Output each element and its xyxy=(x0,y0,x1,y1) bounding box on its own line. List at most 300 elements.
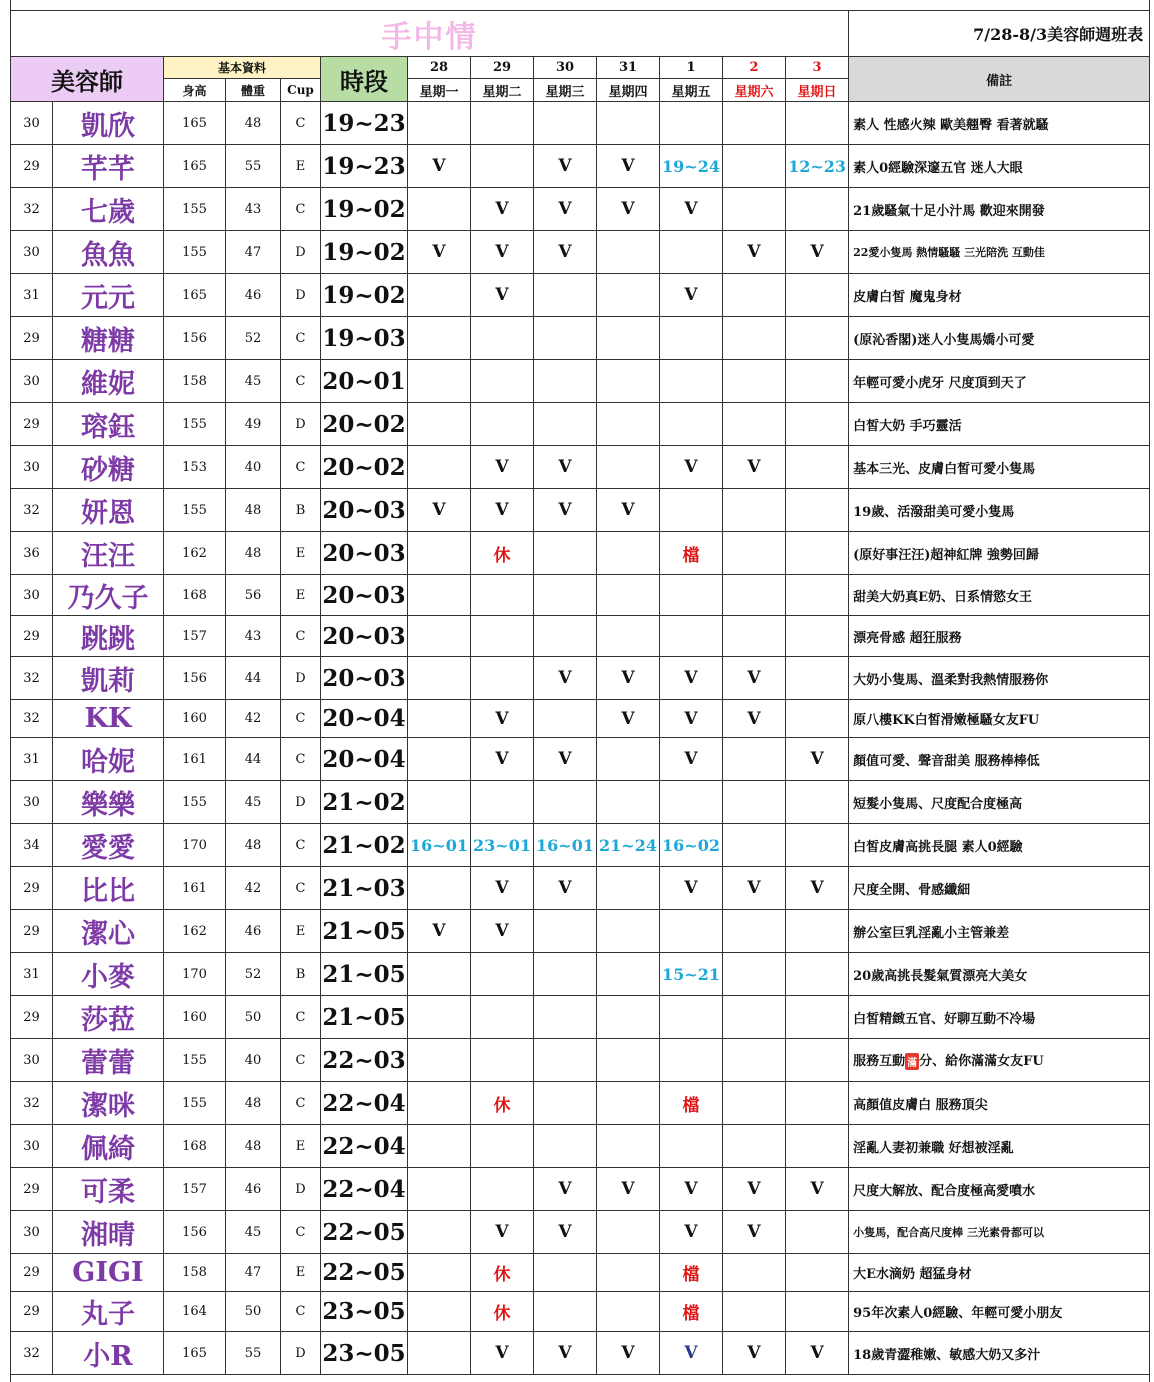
header-name: 美容師 xyxy=(11,57,164,102)
day-cell xyxy=(660,575,723,616)
day-cell: V xyxy=(471,910,534,953)
day-cell xyxy=(723,188,786,231)
header-weight: 體重 xyxy=(226,79,281,102)
day-cell: V xyxy=(534,867,597,910)
time-slot: 21~05 xyxy=(321,996,408,1039)
cup-cell: E xyxy=(281,575,321,616)
day-cell: V xyxy=(408,231,471,274)
age-cell: 30 xyxy=(11,1211,53,1254)
age-cell: 29 xyxy=(11,1292,53,1332)
staff-row xyxy=(11,274,1150,317)
weight-cell: 47 xyxy=(226,1254,281,1292)
day-cell xyxy=(408,867,471,910)
staff-row xyxy=(11,996,1150,1039)
staff-name: 潔心 xyxy=(53,910,164,953)
day-cell: V xyxy=(723,867,786,910)
height-cell: 155 xyxy=(164,403,226,446)
age-cell: 32 xyxy=(11,489,53,532)
day-cell: V xyxy=(597,145,660,188)
day-cell xyxy=(471,781,534,824)
day-cell xyxy=(471,1125,534,1168)
day-cell: V xyxy=(660,657,723,700)
previous-row-edge xyxy=(10,0,1150,10)
header-cup: Cup xyxy=(281,79,321,102)
day-cell xyxy=(786,953,849,996)
day-cell: V xyxy=(723,1168,786,1211)
day-cell xyxy=(471,102,534,145)
day-cell xyxy=(597,403,660,446)
day-cell: V xyxy=(597,657,660,700)
cup-cell: E xyxy=(281,532,321,575)
age-cell: 30 xyxy=(11,781,53,824)
age-cell: 29 xyxy=(11,867,53,910)
staff-row xyxy=(11,446,1150,489)
cup-cell: E xyxy=(281,145,321,188)
cup-cell: C xyxy=(281,996,321,1039)
height-cell: 158 xyxy=(164,1254,226,1292)
header-basic-info: 基本資料 xyxy=(164,57,321,79)
day-cell xyxy=(786,403,849,446)
cup-cell: C xyxy=(281,1292,321,1332)
weight-cell: 45 xyxy=(226,360,281,403)
day-cell: V xyxy=(408,910,471,953)
day-cell xyxy=(660,616,723,657)
weight-cell: 40 xyxy=(226,1039,281,1082)
day-cell xyxy=(534,317,597,360)
staff-name: 跳跳 xyxy=(53,616,164,657)
day-cell: V xyxy=(471,446,534,489)
day-cell xyxy=(723,996,786,1039)
day-cell: V xyxy=(471,1332,534,1375)
remarks-cell: 淫亂人妻初兼職 好想被淫亂 xyxy=(849,1125,1150,1168)
remarks-cell: 尺度大解放、配合度極高愛噴水 xyxy=(849,1168,1150,1211)
day-cell: 休 xyxy=(471,1082,534,1125)
time-slot: 19~02 xyxy=(321,274,408,317)
day-cell: V xyxy=(786,867,849,910)
time-slot: 21~05 xyxy=(321,953,408,996)
day-cell xyxy=(534,781,597,824)
day-cell: V xyxy=(660,738,723,781)
day-cell xyxy=(534,532,597,575)
staff-row xyxy=(11,575,1150,616)
height-cell: 164 xyxy=(164,1292,226,1332)
age-cell: 31 xyxy=(11,274,53,317)
cup-cell: C xyxy=(281,1211,321,1254)
cup-cell: B xyxy=(281,489,321,532)
day-cell xyxy=(597,1082,660,1125)
header-date: 31 xyxy=(597,57,660,79)
day-cell xyxy=(723,489,786,532)
day-cell: 19~24 xyxy=(660,145,723,188)
day-cell: V xyxy=(660,1168,723,1211)
staff-name: 砂糖 xyxy=(53,446,164,489)
height-cell: 156 xyxy=(164,657,226,700)
staff-row xyxy=(11,145,1150,188)
day-cell xyxy=(597,1039,660,1082)
staff-name: 潔咪 xyxy=(53,1082,164,1125)
day-cell xyxy=(471,145,534,188)
height-cell: 170 xyxy=(164,953,226,996)
staff-row xyxy=(11,1292,1150,1332)
day-cell xyxy=(786,1292,849,1332)
day-cell xyxy=(408,1082,471,1125)
staff-row xyxy=(11,102,1150,145)
day-cell: 休 xyxy=(471,1254,534,1292)
weight-cell: 50 xyxy=(226,1292,281,1332)
cup-cell: C xyxy=(281,867,321,910)
header-date: 2 xyxy=(723,57,786,79)
height-cell: 165 xyxy=(164,145,226,188)
height-cell: 155 xyxy=(164,489,226,532)
staff-name: 瑢鈺 xyxy=(53,403,164,446)
weight-cell: 55 xyxy=(226,145,281,188)
day-cell: V xyxy=(534,145,597,188)
staff-row xyxy=(11,317,1150,360)
weight-cell: 52 xyxy=(226,317,281,360)
time-slot: 20~04 xyxy=(321,738,408,781)
day-cell xyxy=(786,1039,849,1082)
time-slot: 22~05 xyxy=(321,1211,408,1254)
day-cell: V xyxy=(786,231,849,274)
day-cell xyxy=(723,575,786,616)
cup-cell: D xyxy=(281,403,321,446)
day-cell xyxy=(408,1125,471,1168)
day-cell xyxy=(786,1254,849,1292)
day-cell xyxy=(597,910,660,953)
day-cell xyxy=(597,102,660,145)
height-cell: 160 xyxy=(164,996,226,1039)
age-cell: 29 xyxy=(11,317,53,360)
day-cell xyxy=(471,403,534,446)
age-cell: 29 xyxy=(11,996,53,1039)
remarks-cell: 高顏值皮膚白 服務頂尖 xyxy=(849,1082,1150,1125)
staff-name: 蕾蕾 xyxy=(53,1039,164,1082)
day-cell: V xyxy=(660,1332,723,1375)
day-cell xyxy=(786,188,849,231)
time-slot: 20~03 xyxy=(321,532,408,575)
age-cell: 31 xyxy=(11,738,53,781)
time-slot: 22~04 xyxy=(321,1082,408,1125)
staff-name: 魚魚 xyxy=(53,231,164,274)
day-cell xyxy=(786,824,849,867)
day-cell xyxy=(660,360,723,403)
staff-row xyxy=(11,781,1150,824)
staff-name: 丸子 xyxy=(53,1292,164,1332)
day-cell xyxy=(786,317,849,360)
day-cell xyxy=(597,231,660,274)
remarks-cell: 年輕可愛小虎牙 尺度頂到天了 xyxy=(849,360,1150,403)
height-cell: 165 xyxy=(164,274,226,317)
remarks-cell: 素人 性感火辣 歐美翹臀 看著就騷 xyxy=(849,102,1150,145)
day-cell xyxy=(408,188,471,231)
day-cell: V xyxy=(471,700,534,738)
remarks-cell: 95年次素人0經驗、年輕可愛小朋友 xyxy=(849,1292,1150,1332)
weight-cell: 40 xyxy=(226,446,281,489)
day-cell xyxy=(786,1211,849,1254)
height-cell: 157 xyxy=(164,1168,226,1211)
weight-cell: 42 xyxy=(226,867,281,910)
day-cell: 檔 xyxy=(660,1292,723,1332)
height-cell: 157 xyxy=(164,616,226,657)
remarks-cell: 尺度全開、骨感纖細 xyxy=(849,867,1150,910)
day-cell xyxy=(471,616,534,657)
day-cell: 16~02 xyxy=(660,824,723,867)
day-cell xyxy=(471,1168,534,1211)
age-cell: 29 xyxy=(11,1168,53,1211)
day-cell xyxy=(471,317,534,360)
day-cell xyxy=(723,781,786,824)
header-weekday: 星期五 xyxy=(660,79,723,102)
day-cell xyxy=(534,616,597,657)
age-cell: 30 xyxy=(11,575,53,616)
time-slot: 20~03 xyxy=(321,657,408,700)
weight-cell: 48 xyxy=(226,1082,281,1125)
weight-cell: 45 xyxy=(226,781,281,824)
staff-name: 比比 xyxy=(53,867,164,910)
height-cell: 156 xyxy=(164,1211,226,1254)
staff-name: 莎菈 xyxy=(53,996,164,1039)
time-slot: 20~02 xyxy=(321,403,408,446)
day-cell xyxy=(597,996,660,1039)
day-cell: V xyxy=(534,738,597,781)
day-cell xyxy=(597,781,660,824)
remarks-cell: 皮膚白皙 魔鬼身材 xyxy=(849,274,1150,317)
day-cell: V xyxy=(723,1332,786,1375)
staff-name: KK xyxy=(53,700,164,738)
staff-row xyxy=(11,489,1150,532)
header-row-1 xyxy=(11,57,1150,79)
weight-cell: 52 xyxy=(226,953,281,996)
height-cell: 153 xyxy=(164,446,226,489)
day-cell xyxy=(660,910,723,953)
day-cell: V xyxy=(471,738,534,781)
day-cell: V xyxy=(471,188,534,231)
header-weekday: 星期三 xyxy=(534,79,597,102)
day-cell: V xyxy=(408,489,471,532)
day-cell: V xyxy=(534,1168,597,1211)
height-cell: 161 xyxy=(164,738,226,781)
day-cell xyxy=(597,616,660,657)
day-cell: 23~01 xyxy=(471,824,534,867)
day-cell: V xyxy=(597,489,660,532)
day-cell xyxy=(786,575,849,616)
time-slot: 19~23 xyxy=(321,145,408,188)
day-cell: V xyxy=(408,145,471,188)
time-slot: 19~23 xyxy=(321,102,408,145)
cup-cell: D xyxy=(281,274,321,317)
height-cell: 156 xyxy=(164,317,226,360)
day-cell xyxy=(597,274,660,317)
weight-cell: 48 xyxy=(226,102,281,145)
remarks-text: 分、給你滿滿女友FU xyxy=(919,1054,1044,1069)
weight-cell: 46 xyxy=(226,274,281,317)
height-cell: 155 xyxy=(164,231,226,274)
day-cell: 16~01 xyxy=(534,824,597,867)
remarks-cell xyxy=(849,1039,1150,1082)
day-cell: V xyxy=(597,1332,660,1375)
time-slot: 19~02 xyxy=(321,231,408,274)
staff-name: 元元 xyxy=(53,274,164,317)
staff-row xyxy=(11,616,1150,657)
weight-cell: 49 xyxy=(226,403,281,446)
day-cell: V xyxy=(660,867,723,910)
staff-row xyxy=(11,657,1150,700)
remarks-cell: 基本三光、皮膚白皙可愛小隻馬 xyxy=(849,446,1150,489)
weight-cell: 47 xyxy=(226,231,281,274)
cup-cell: C xyxy=(281,738,321,781)
day-cell xyxy=(723,953,786,996)
day-cell xyxy=(534,1254,597,1292)
day-cell: V xyxy=(534,188,597,231)
day-cell: V xyxy=(786,1332,849,1375)
day-cell xyxy=(660,403,723,446)
day-cell: V xyxy=(534,446,597,489)
age-cell: 29 xyxy=(11,910,53,953)
day-cell xyxy=(408,700,471,738)
day-cell: V xyxy=(723,700,786,738)
day-cell: V xyxy=(723,446,786,489)
day-cell xyxy=(534,1125,597,1168)
time-slot: 23~05 xyxy=(321,1332,408,1375)
age-cell: 36 xyxy=(11,532,53,575)
day-cell xyxy=(660,317,723,360)
weight-cell: 44 xyxy=(226,738,281,781)
day-cell: 休 xyxy=(471,1292,534,1332)
staff-name: 凱欣 xyxy=(53,102,164,145)
day-cell xyxy=(786,102,849,145)
full-badge-icon: 滿 xyxy=(905,1053,919,1070)
staff-row xyxy=(11,1168,1150,1211)
day-cell xyxy=(786,996,849,1039)
day-cell xyxy=(471,953,534,996)
age-cell: 32 xyxy=(11,1332,53,1375)
day-cell: V xyxy=(597,700,660,738)
remarks-cell: 辦公室巨乳淫亂小主管兼差 xyxy=(849,910,1150,953)
time-slot: 21~03 xyxy=(321,867,408,910)
day-cell xyxy=(408,657,471,700)
day-cell xyxy=(660,489,723,532)
age-cell: 30 xyxy=(11,102,53,145)
staff-row xyxy=(11,738,1150,781)
week-title: 7/28-8/3美容師週班表 xyxy=(849,11,1150,57)
header-date: 30 xyxy=(534,57,597,79)
age-cell: 30 xyxy=(11,360,53,403)
remarks-cell: 原八樓KK白皙滑嫩極騷女友FU xyxy=(849,700,1150,738)
day-cell: V xyxy=(786,1168,849,1211)
day-cell xyxy=(723,317,786,360)
header-height: 身高 xyxy=(164,79,226,102)
weight-cell: 42 xyxy=(226,700,281,738)
day-cell xyxy=(534,575,597,616)
cup-cell: C xyxy=(281,1082,321,1125)
day-cell: V xyxy=(534,489,597,532)
time-slot: 21~02 xyxy=(321,824,408,867)
day-cell: V xyxy=(597,1168,660,1211)
height-cell: 168 xyxy=(164,1125,226,1168)
day-cell xyxy=(660,231,723,274)
age-cell: 29 xyxy=(11,145,53,188)
day-cell xyxy=(597,1292,660,1332)
day-cell: V xyxy=(534,1332,597,1375)
header-weekday: 星期日 xyxy=(786,79,849,102)
staff-name: 小R xyxy=(53,1332,164,1375)
height-cell: 161 xyxy=(164,867,226,910)
remarks-cell: (原沁香閣)迷人小隻馬嬌小可愛 xyxy=(849,317,1150,360)
age-cell: 29 xyxy=(11,403,53,446)
staff-name: 哈妮 xyxy=(53,738,164,781)
day-cell: 休 xyxy=(471,532,534,575)
day-cell xyxy=(660,1125,723,1168)
time-slot: 21~02 xyxy=(321,781,408,824)
day-cell xyxy=(408,532,471,575)
day-cell xyxy=(408,1168,471,1211)
weight-cell: 48 xyxy=(226,824,281,867)
day-cell xyxy=(723,738,786,781)
day-cell: V xyxy=(660,274,723,317)
day-cell xyxy=(408,274,471,317)
staff-row xyxy=(11,1125,1150,1168)
staff-name: 凱莉 xyxy=(53,657,164,700)
weekly-schedule-table xyxy=(10,10,1150,1375)
day-cell: 16~01 xyxy=(408,824,471,867)
day-cell xyxy=(534,996,597,1039)
age-cell: 30 xyxy=(11,231,53,274)
time-slot: 19~03 xyxy=(321,317,408,360)
day-cell xyxy=(471,657,534,700)
day-cell xyxy=(597,738,660,781)
day-cell: V xyxy=(471,231,534,274)
day-cell xyxy=(723,1125,786,1168)
remarks-cell: 19歲、活潑甜美可愛小隻馬 xyxy=(849,489,1150,532)
staff-name: 愛愛 xyxy=(53,824,164,867)
day-cell xyxy=(723,145,786,188)
staff-name: 可柔 xyxy=(53,1168,164,1211)
age-cell: 29 xyxy=(11,616,53,657)
title-row xyxy=(11,11,1150,57)
header-date: 29 xyxy=(471,57,534,79)
day-cell: 檔 xyxy=(660,1082,723,1125)
staff-row xyxy=(11,360,1150,403)
height-cell: 155 xyxy=(164,1039,226,1082)
day-cell xyxy=(660,102,723,145)
staff-row xyxy=(11,824,1150,867)
time-slot: 23~05 xyxy=(321,1292,408,1332)
day-cell xyxy=(597,532,660,575)
day-cell xyxy=(408,616,471,657)
height-cell: 158 xyxy=(164,360,226,403)
staff-row xyxy=(11,532,1150,575)
day-cell: V xyxy=(471,274,534,317)
day-cell: V xyxy=(723,231,786,274)
day-cell: V xyxy=(660,700,723,738)
cup-cell: C xyxy=(281,700,321,738)
staff-row xyxy=(11,867,1150,910)
day-cell xyxy=(660,1039,723,1082)
day-cell: V xyxy=(534,231,597,274)
day-cell xyxy=(534,1039,597,1082)
remarks-cell: 顏值可愛、聲音甜美 服務棒棒低 xyxy=(849,738,1150,781)
day-cell xyxy=(408,996,471,1039)
day-cell xyxy=(408,575,471,616)
day-cell: V xyxy=(471,1211,534,1254)
cup-cell: C xyxy=(281,824,321,867)
age-cell: 32 xyxy=(11,700,53,738)
day-cell: 12~23 xyxy=(786,145,849,188)
weight-cell: 46 xyxy=(226,1168,281,1211)
day-cell xyxy=(597,953,660,996)
day-cell xyxy=(786,1082,849,1125)
age-cell: 31 xyxy=(11,953,53,996)
